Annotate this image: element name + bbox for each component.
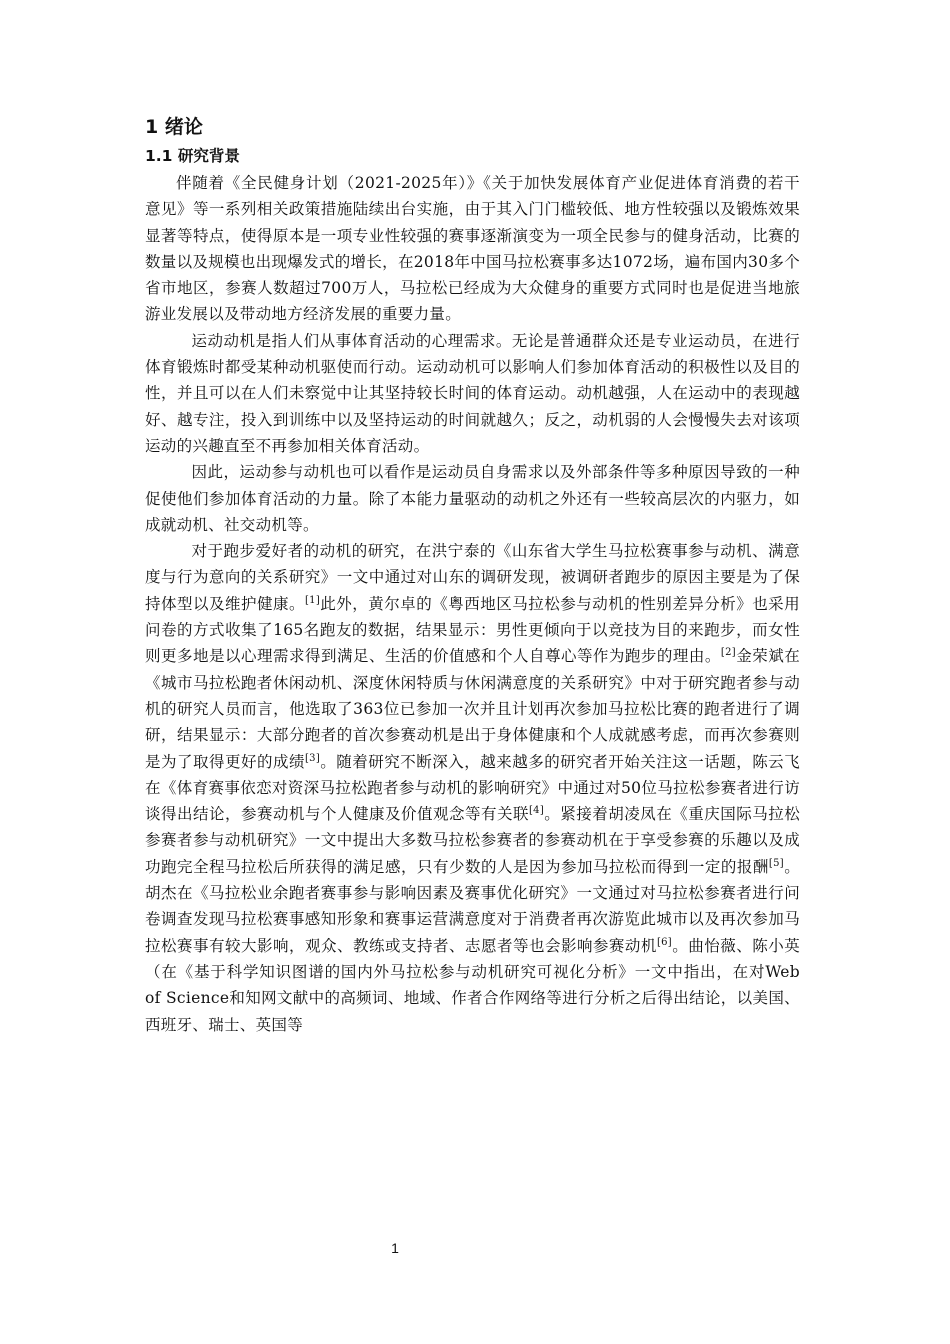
paragraph-text: 因此，运动参与动机也可以看作是运动员自身需求以及外部条件等多种原因导致的一种促使他们参加体育活动的力量。除了本能力量驱动的动机之外还有一些较高层次的内驱力，如成就动机、社交动机等。 bbox=[145, 463, 800, 534]
citation-marker: [1] bbox=[304, 594, 321, 606]
paragraph-text: 。随着研究不断深入，越来越多的研究者开始关注这一话题，陈云飞在《体育赛事依恋对资深马拉松跑者参与动机的影响研究》中通过对50位马拉松参赛者进行访谈得出结论，参赛动机与个人健康及价值观念等有关联 bbox=[145, 752, 800, 824]
paragraph-1 bbox=[145, 170, 800, 328]
paragraph-text: 金荣斌在《城市马拉松跑者休闲动机、深度休闲特质与休闲满意度的关系研究》中对于研究跑者参与动机的研究人员而言，他选取了363位已参加一次并且计划再次参加马拉松比赛的跑者进行了调研，结果显示：大部分跑者的首次参赛动机是出于身体健康和个人成就感考虑，而再次参赛则是为了取得更好的成绩 bbox=[145, 647, 800, 771]
section-heading: 1.1 研究背景 bbox=[145, 147, 240, 165]
paragraph-text: 。紧接着胡凌凤在《重庆国际马拉松参赛者参与动机研究》一文中提出大多数马拉松参赛者的参赛动机在于享受参赛的乐趣以及成功跑完全程马拉松后所获得的满足感，只有少数的人是因为参加马拉松而得到一定的报酬 bbox=[145, 805, 800, 876]
paragraph-text: 运动动机是指人们从事体育活动的心理需求。无论是普通群众还是专业运动员，在进行体育锻炼时都受某种动机驱使而行动。运动动机可以影响人们参加体育活动的积极性以及目的性，并且可以在人们未察觉中让其坚持较长时间的体育运动。动机越强，人在运动中的表现越好、越专注，投入到训练中以及坚持运动的时间就越久；反之，动机弱的人会慢慢失去对该项运动的兴趣直至不再参加相关体育活动。 bbox=[145, 331, 800, 455]
page-number: 1 bbox=[391, 1240, 399, 1256]
citation-marker: [5] bbox=[768, 857, 784, 869]
citation-marker: [3] bbox=[304, 752, 321, 764]
paragraph-3 bbox=[145, 459, 800, 538]
citation-marker: [6] bbox=[656, 936, 673, 948]
paragraph-text: 对于跑步爱好者的动机的研究，在洪宁泰的《山东省大学生马拉松赛事参与动机、满意度与行为意向的关系研究》一文中通过对山东的调研发现，被调研者跑步的原因主要是为了保持体型以及维护健康。 bbox=[145, 542, 800, 613]
citation-marker: [2] bbox=[720, 647, 736, 659]
paragraph-text: 伴随着《全民健身计划（2021-2025年）》《关于加快发展体育产业促进体育消费的若干意见》等一系列相关政策措施陆续出台实施，由于其入门门槛较低、地方性较强以及锻炼效果显著等特点，使得原本是一项专业性较强的赛事逐渐演变为一项全民参与的健身活动，比赛的数量以及规模也出现爆发式的增长，在2018年中国马拉松赛事多达1072场，遍布国内30多个省市地区，参赛人数超过700万人，马拉松已经成为大众健身的重要方式同时也是促进当地旅游业发展以及带动地方经济发展的重要力量。 bbox=[145, 174, 800, 324]
paragraph-2 bbox=[145, 328, 800, 459]
citation-marker: [4] bbox=[528, 804, 545, 816]
paragraph-text: 此外，黄尔卓的《粤西地区马拉松参与动机的性别差异分析》也采用问卷的方式收集了165名跑友的数据，结果显示：男性更倾向于以竞技为目的来跑步，而女性则更多地是以心理需求得到满足、生活的价值感和个人自尊心等作为跑步的理由。 bbox=[145, 594, 800, 666]
paragraph-text: 。曲怡薇、陈小英（在《基于科学知识图谱的国内外马拉松参与动机研究可视化分析》一文中指出，在对Web of Science和知网文献中的高频词、地域、作者合作网络等进行分析之后得出结论，以美国、西班牙、瑞士、英国等 bbox=[145, 936, 800, 1034]
page-content bbox=[145, 112, 800, 1038]
chapter-heading: 1 绪论 bbox=[145, 116, 203, 138]
paragraph-text: 。胡杰在《马拉松业余跑者赛事参与影响因素及赛事优化研究》一文通过对马拉松参赛者进行问卷调查发现马拉松赛事感知形象和赛事运营满意度对于消费者再次游览此城市以及再次参加马拉松赛事有较大影响，观众、教练或支持者、志愿者等也会影响参赛动机 bbox=[145, 857, 800, 955]
paragraph-4 bbox=[145, 538, 800, 1038]
